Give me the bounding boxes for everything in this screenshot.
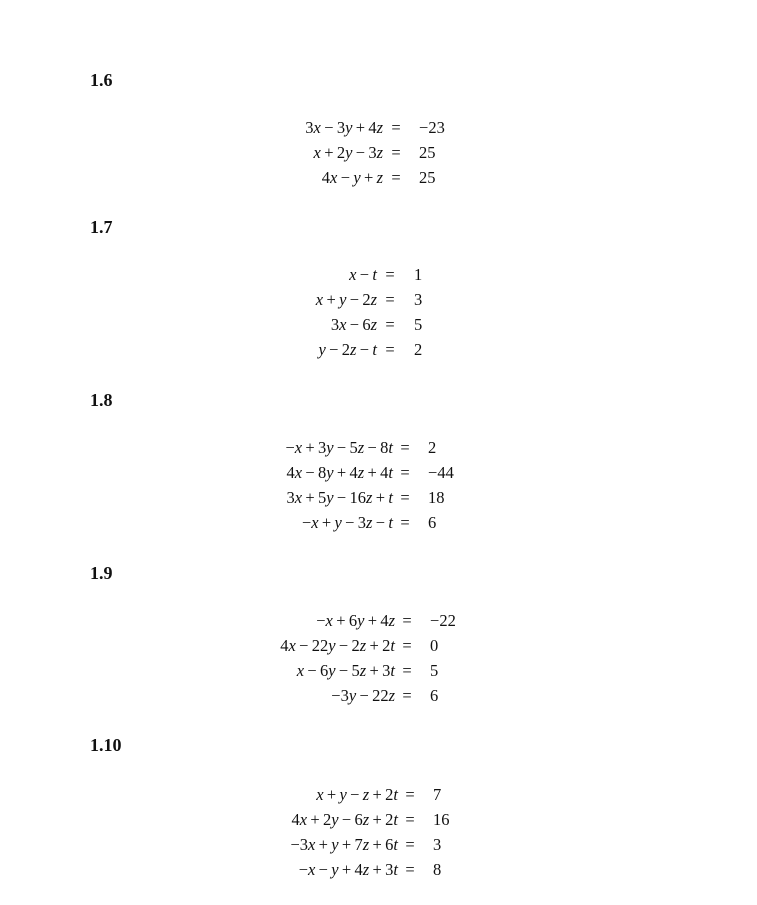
equation-row (0, 636, 757, 656)
equation-rhs: −23 (419, 118, 445, 137)
equation-lhs: x + y − z + 2t (316, 785, 398, 804)
equation-rhs: 6 (430, 686, 439, 705)
equals-sign: = (402, 636, 412, 655)
equation-row (0, 168, 757, 188)
equals-sign: = (405, 835, 415, 854)
equation-rhs: 16 (433, 810, 450, 829)
equals-sign: = (405, 860, 415, 879)
equation-rhs: 18 (428, 488, 445, 507)
equation-row (0, 488, 757, 508)
problem-number: 1.8 (90, 390, 113, 410)
equation-row (0, 686, 757, 706)
equation-row (0, 118, 757, 138)
equals-sign: = (400, 438, 410, 457)
equals-sign: = (402, 686, 412, 705)
problem-number: 1.10 (90, 735, 122, 755)
equation-lhs: x − t (349, 265, 377, 284)
equation-rhs: 7 (433, 785, 442, 804)
equation-rhs: 2 (414, 340, 423, 359)
problem-number: 1.7 (90, 217, 113, 237)
equals-sign: = (400, 488, 410, 507)
equation-row (0, 143, 757, 163)
equation-rhs: 25 (419, 168, 436, 187)
equals-sign: = (391, 143, 401, 162)
equals-sign: = (391, 118, 401, 137)
equation-rhs: 3 (433, 835, 442, 854)
equation-lhs: 3x − 6z (330, 315, 377, 334)
equation-rhs: 5 (414, 315, 423, 334)
equation-row (0, 290, 757, 310)
equation-lhs: y − 2z − t (318, 340, 377, 359)
equation-lhs: −x + 3y − 5z − 8t (285, 438, 393, 457)
equals-sign: = (385, 265, 395, 284)
equation-rhs: 5 (430, 661, 439, 680)
equation-rhs: 6 (428, 513, 437, 532)
equation-row (0, 340, 757, 360)
equation-lhs: −x + 6y + 4z (316, 611, 395, 630)
equation-row (0, 810, 757, 830)
equation-lhs: x + 2y − 3z (313, 143, 383, 162)
equation-lhs: 4x − 8y + 4z + 4t (286, 463, 393, 482)
equation-row (0, 611, 757, 631)
equation-rhs: 25 (419, 143, 436, 162)
equation-lhs: −x − y + 4z + 3t (298, 860, 398, 879)
equation-rhs: 1 (414, 265, 423, 284)
equation-rhs: 8 (433, 860, 442, 879)
equation-lhs: 4x + 2y − 6z + 2t (291, 810, 398, 829)
equation-row (0, 315, 757, 335)
equation-rhs: −44 (428, 463, 454, 482)
equation-row (0, 661, 757, 681)
equation-lhs: 3x − 3y + 4z (305, 118, 383, 137)
equation-lhs: 4x − y + z (321, 168, 383, 187)
equation-row (0, 438, 757, 458)
equals-sign: = (405, 785, 415, 804)
equation-lhs: x − 6y − 5z + 3t (296, 661, 395, 680)
equation-rhs: 3 (414, 290, 423, 309)
equals-sign: = (385, 315, 395, 334)
equation-row (0, 513, 757, 533)
equation-rhs: −22 (430, 611, 456, 630)
equation-lhs: x + y − 2z (315, 290, 377, 309)
equals-sign: = (385, 290, 395, 309)
problem-number: 1.6 (90, 70, 113, 90)
equals-sign: = (402, 611, 412, 630)
equals-sign: = (391, 168, 401, 187)
equation-row (0, 835, 757, 855)
equation-lhs: −3x + y + 7z + 6t (290, 835, 398, 854)
equation-row (0, 463, 757, 483)
equation-row (0, 860, 757, 880)
equals-sign: = (400, 513, 410, 532)
equation-row (0, 265, 757, 285)
equation-row (0, 785, 757, 805)
equation-rhs: 0 (430, 636, 439, 655)
equation-rhs: 2 (428, 438, 437, 457)
problem-number: 1.9 (90, 563, 113, 583)
equals-sign: = (402, 661, 412, 680)
equation-lhs: −x + y − 3z − t (301, 513, 393, 532)
equals-sign: = (405, 810, 415, 829)
equation-lhs: 3x + 5y − 16z + t (286, 488, 393, 507)
equals-sign: = (400, 463, 410, 482)
equals-sign: = (385, 340, 395, 359)
equation-lhs: −3y − 22z (331, 686, 395, 705)
equation-lhs: 4x − 22y − 2z + 2t (280, 636, 395, 655)
